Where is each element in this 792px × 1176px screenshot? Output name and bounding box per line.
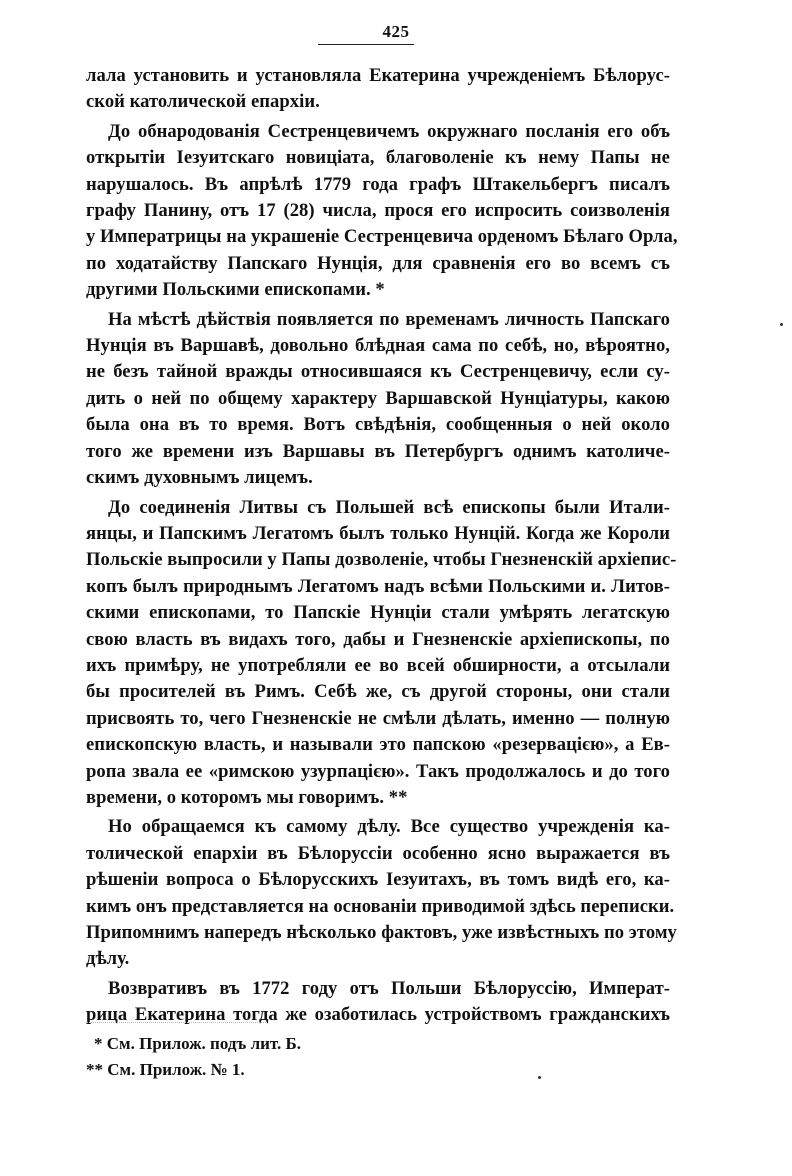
scan-speck [780,323,783,326]
text-line: ской католической епархіи. [86,91,320,113]
text-line: До обнародованія Сестренцевичемъ окружнаго посланія его объ [108,120,670,142]
footnote-separator [86,1022,266,1023]
text-line: не безъ тайной вражды относившаяся къ Сестренцевичу, если су- [86,361,670,383]
text-line: скимъ духовнымъ лицемъ. [86,467,313,489]
text-line: того же времени изъ Варшавы въ Петербургъ однимъ католиче- [86,440,670,462]
paragraph-2 [86,119,678,304]
text-line: дѣлу. [86,948,130,970]
text-line: янцы, и Папскимъ Легатомъ былъ только Нунцій. Когда же Короли [86,522,670,544]
paragraph-4 [86,495,677,812]
text-line: кимъ онъ представляется на основаніи приводимой здѣсь переписки. [86,895,675,917]
paragraph-3 [86,307,670,492]
text-line: открытіи Іезуитскаго новиціата, благоволеніе къ нему Папы не [86,147,670,169]
text-line: дить о ней по общему характеру Варшавской Нунціатуры, какою [86,387,670,409]
text-line: толической епархіи въ Бѣлоруссіи особенно ясно выражается въ [86,842,670,864]
paragraph-5 [86,814,677,972]
text-line: нарушалось. Въ апрѣлѣ 1779 года графъ Штакельбергъ писалъ [86,173,670,195]
text-line: Возвративъ въ 1772 году отъ Польши Бѣлоруссію, Императ- [108,977,670,999]
text-line: времени, о которомъ мы говоримъ. ** [86,786,408,808]
text-line: графу Панину, отъ 17 (28) числа, прося его испросить соизволенія [86,200,670,222]
text-line: копъ былъ природнымъ Легатомъ надъ всѣми Польскими и. Литов- [86,575,670,597]
text-line: Нунція въ Варшавѣ, довольно блѣдная сама по себѣ, но, вѣроятно, [86,335,670,357]
text-line: Польскіе выпросили у Папы дозволеніе, чтобы Гнезненскій архіепис- [86,549,677,571]
text-line: рѣшеніи вопроса о Бѣлорусскихъ Іезуитахъ, въ томъ видѣ его, ка- [86,869,670,891]
footnote: * См. Прилож. подъ лит. Б. [94,1034,301,1053]
text-line: свою власть въ видахъ того, дабы и Гнезненскіе архіепископы, по [86,628,670,650]
scan-speck [538,1076,541,1079]
body-text [86,63,678,1029]
text-line: была она въ то время. Вотъ свѣдѣнія, сообщенныя о ней около [86,414,670,436]
paragraph-1 [86,63,670,116]
text-line: лала установить и установляла Екатерина учрежденіемъ Бѣлорус- [86,65,670,86]
text-line: другими Польскими епископами. * [86,279,385,301]
text-line: Припомнимъ напередъ нѣсколько фактовъ, уже извѣстныхъ по этому [86,922,677,943]
page-number-rule [318,44,414,45]
text-line: по ходатайству Папскаго Нунція, для сравненія его во всемъ съ [86,252,670,274]
text-line: До соединенія Литвы съ Польшей всѣ епископы были Итали- [108,496,670,518]
text-line: ихъ примѣру, не употребляли ее во всей обширности, а отсылали [86,654,670,676]
text-line: скими епископами, то Папскіе Нунціи стали умѣрять легатскую [86,602,670,624]
footnotes [86,1031,670,1083]
text-line: бы просителей въ Римъ. Себѣ же, съ другой стороны, они стали [86,681,670,703]
paragraph-6 [86,976,670,1029]
text-line: ропа звала ее «римскою узурпацією». Такъ продолжалось и до того [86,760,670,782]
text-line: у Императрицы на украшеніе Сестренцевича орденомъ Бѣлаго Орла, [86,226,678,248]
text-line: епископскую власть, и называли это папскою «резервацією», а Ев- [86,734,670,756]
footnote: ** См. Прилож. № 1. [86,1060,245,1079]
text-line: присвоять то, чего Гнезненскіе не смѣли дѣлать, именно — полную [86,707,670,729]
text-line: Но обращаемся къ самому дѣлу. Все существо учрежденія ка- [108,816,670,838]
page-number: 425 [382,22,410,41]
text-line: рица Екатерина тогда же озаботилась устройствомъ гражданскихъ [86,1004,670,1026]
text-line: На мѣстѣ дѣйствія появляется по временамъ личность Папскаго [108,308,670,330]
